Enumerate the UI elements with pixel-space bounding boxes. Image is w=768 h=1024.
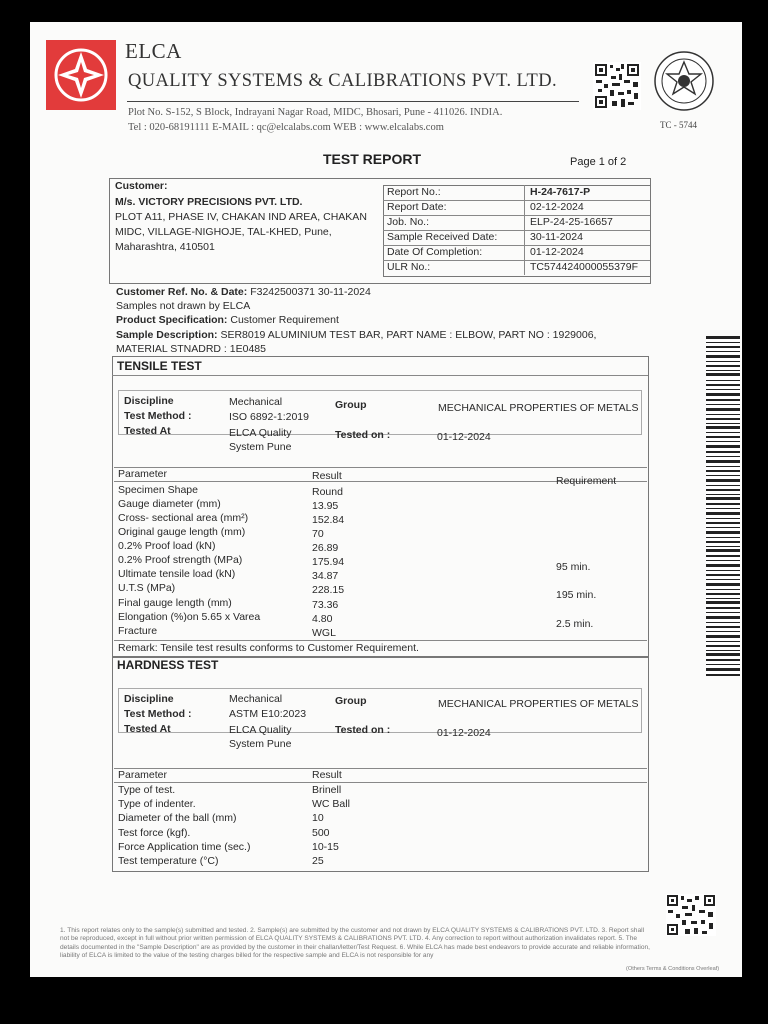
hardness-title: HARDNESS TEST [117,658,219,672]
sample-received-value: 30-11-2024 [530,231,583,243]
tensile-col-parameter: Parameter [118,468,168,480]
tensile-param: 0.2% Proof load (kN) [118,540,216,552]
hardness-header-rule [114,768,647,769]
accreditation-seal-icon [653,50,715,112]
tensile-result: 13.95 [312,500,339,512]
hardness-header-rule [114,782,647,783]
sample-description [116,329,596,341]
tensile-param: Fracture [118,625,158,637]
hardness-param: Force Application time (sec.) [118,841,251,853]
tensile-title-rule [112,375,648,376]
hardness-group-label: Group [335,695,367,707]
hardness-param: Test force (kgf). [118,827,191,839]
tensile-header-rule [114,467,647,468]
hardness-param: Test temperature (°C) [118,855,219,867]
customer-ref-value: F3242500371 30-11-2024 [250,286,371,298]
tensile-col-result: Result [312,470,342,482]
tensile-discipline-label: Discipline [124,395,174,407]
report-date-label: Report Date: [387,201,447,213]
tensile-param: Specimen Shape [118,484,198,496]
job-no-label: Job. No.: [387,216,430,228]
hardness-method-label: Test Method : [124,708,192,720]
hardness-col-result: Result [312,769,342,781]
barcode-icon [706,336,740,676]
tensile-tested-at-value: ELCA Quality [229,427,292,439]
job-no-value: ELP-24-25-16657 [530,216,613,228]
hardness-tested-at-value: ELCA Quality [229,724,292,736]
qr-code-icon [593,62,641,110]
tensile-result: 4.80 [312,613,333,625]
hardness-discipline-value: Mechanical [229,693,283,705]
completion-date-label: Date Of Completion: [387,246,483,258]
footer-terms: (Others Terms & Conditions Overleaf) [626,966,720,972]
completion-date-value: 01-12-2024 [530,246,584,258]
customer-name: M/s. VICTORY PRECISIONS PVT. LTD. [115,196,303,208]
product-spec [116,314,339,326]
elca-logo [46,40,116,110]
tensile-tested-on-label: Tested on : [335,429,391,441]
customer-address-line: Maharashtra, 410501 [115,241,215,253]
tensile-param: Elongation (%)on 5.65 x Varea [118,611,261,623]
tensile-param: Final gauge length (mm) [118,597,232,609]
product-spec-label: Product Specification: [116,314,228,326]
company-address: Plot No. S-152, S Block, Indrayani Nagar Road, MIDC, Bhosari, Pune - 411026. INDIA. [128,107,503,118]
tensile-col-requirement: Requirement [556,475,617,487]
report-date-value: 02-12-2024 [530,201,584,213]
tensile-param: Cross- sectional area (mm²) [118,512,249,524]
hardness-tested-at-label: Tested At [124,723,171,735]
report-page [30,22,742,977]
tensile-result: 70 [312,528,324,540]
tensile-result: WGL [312,627,336,639]
tensile-param: 0.2% Proof strength (MPa) [118,554,243,566]
sample-description-value: SER8019 ALUMINIUM TEST BAR, PART NAME : ELBOW, PART NO : 1929006, [220,329,597,341]
hardness-result: 10-15 [312,841,339,853]
hardness-param: Type of indenter. [118,798,196,810]
tensile-method-value: ISO 6892-1:2019 [229,411,309,423]
tensile-result: 152.84 [312,514,345,526]
tensile-group-label: Group [335,399,367,411]
tensile-tested-at-value: System Pune [229,441,292,453]
hardness-tested-on-label: Tested on : [335,724,391,736]
tensile-requirement: 95 min. [556,561,591,573]
tensile-param: Original gauge length (mm) [118,526,246,538]
ulr-no-label: ULR No.: [387,261,431,273]
sample-description-label: Sample Description: [116,329,218,341]
page-number: Page 1 of 2 [570,156,627,168]
tensile-requirement: 2.5 min. [556,618,594,630]
hardness-discipline-label: Discipline [124,693,174,705]
samples-note: Samples not drawn by ELCA [116,300,251,312]
hardness-result: 10 [312,812,324,824]
tensile-remark: Remark: Tensile test results conforms to Customer Requirement. [118,642,419,654]
tensile-group-value: MECHANICAL PROPERTIES OF METALS [438,402,639,414]
hardness-result: WC Ball [312,798,350,810]
tensile-result: 26.89 [312,542,339,554]
tensile-param: Gauge diameter (mm) [118,498,221,510]
tensile-method-label: Test Method : [124,410,192,422]
product-spec-value: Customer Requirement [230,314,339,326]
tensile-param: Ultimate tensile load (kN) [118,568,236,580]
tensile-result: 175.94 [312,556,345,568]
customer-address-line: MIDC, VILLAGE-NIGHOJE, TAL-KHED, Pune, [115,226,332,238]
tensile-requirement: 195 min. [556,589,597,601]
hardness-param: Type of test. [118,784,176,796]
company-contact: Tel : 020-68191111 E-MAIL : qc@elcalabs.com WEB : www.elcalabs.com [128,122,444,133]
hardness-result: Brinell [312,784,342,796]
customer-label: Customer: [115,180,168,192]
footer-notes: 1. This report relates only to the sample(s) submitted and tested. 2. Sample(s) are submitted by the customer and not drawn by ELCA QUALITY SYSTEMS & CALIBRATIONS PVT. LTD. 3. Report shall not be reproduced, except in full without prior written permission of ELCA QUALITY SYSTEMS & CALIBRATIONS PVT. LTD. 4. Any correction to report without authorization invalidates report. 5. The details documented in the "Sample Description" are as provided by the customer in their challan/letter/Test Request. 6. While ELCA has made best endeavors to provide accurate and reliable information, liability of ELCA is limited to the value of the testing charges billed for the respective sample and ELCA is not responsible for any [60,927,651,959]
header-rule [127,101,579,102]
hardness-method-value: ASTM E10:2023 [229,708,307,720]
sample-description-line2: MATERIAL STNADRD : 1E0485 [116,343,266,355]
tensile-param: U.T.S (MPa) [118,582,176,594]
qr-code-icon [666,894,716,936]
tensile-discipline-value: Mechanical [229,396,283,408]
tensile-result: 228.15 [312,584,345,596]
tc-number: TC - 5744 [660,120,697,130]
ulr-no-value: TC574424000055379F [530,261,639,273]
customer-address-line: PLOT A11, PHASE IV, CHAKAN IND AREA, CHAKAN [115,211,367,223]
hardness-tested-at-value: System Pune [229,738,292,750]
hardness-param: Diameter of the ball (mm) [118,812,237,824]
hardness-tested-on-value: 01-12-2024 [437,727,491,739]
tensile-tested-on-value: 01-12-2024 [437,431,491,443]
tensile-tested-at-label: Tested At [124,425,171,437]
hardness-col-parameter: Parameter [118,769,168,781]
hardness-group-value: MECHANICAL PROPERTIES OF METALS [438,698,639,710]
tensile-title: TENSILE TEST [117,359,202,373]
report-no-label: Report No.: [387,186,441,198]
report-title: TEST REPORT [323,151,422,167]
customer-ref [116,286,371,298]
hardness-result: 25 [312,855,324,867]
tensile-result: 73.36 [312,599,339,611]
company-name: ELCA [125,39,182,63]
hardness-result: 500 [312,827,330,839]
sample-received-label: Sample Received Date: [387,231,498,243]
tensile-result: Round [312,486,343,498]
tensile-result: 34.87 [312,570,339,582]
company-subtitle: QUALITY SYSTEMS & CALIBRATIONS PVT. LTD. [128,71,558,91]
remark-rule [114,640,647,641]
report-no-value: H-24-7617-P [530,186,591,198]
customer-ref-label: Customer Ref. No. & Date: [116,286,248,298]
